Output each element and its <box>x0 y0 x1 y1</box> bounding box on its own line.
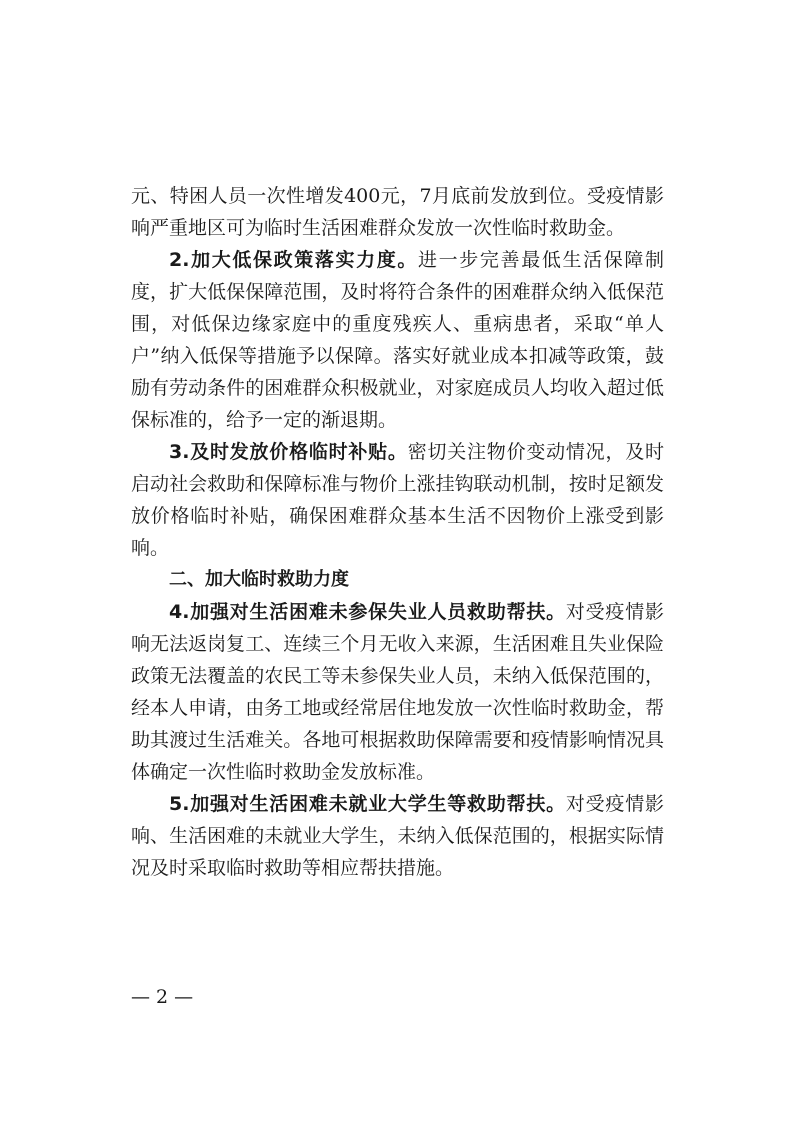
item-3-title: 3.及时发放价格临时补贴。 <box>169 441 408 463</box>
item-3-body: 密切关注物价变动情况，及时启动社会救助和保障标准与物价上涨挂钩联动机制，按时足额发放价格临时补贴，确保困难群众基本生活不因物价上涨受到影响。 <box>131 441 664 559</box>
paragraph-item-2 <box>131 244 664 436</box>
paragraph-item-3 <box>131 436 664 564</box>
document-body <box>131 180 664 884</box>
paragraph-text: 元、特困人员一次性增发400元，7月底前发放到位。受疫情影响严重地区可为临时生活困难群众发放一次性临时救助金。 <box>131 185 664 239</box>
paragraph-continuation <box>131 180 664 244</box>
item-5-body: 对受疫情影响、生活困难的未就业大学生，未纳入低保范围的，根据实际情况及时采取临时救助等相应帮扶措施。 <box>131 793 664 879</box>
item-5-title: 5.加强对生活困难未就业大学生等救助帮扶。 <box>169 793 566 815</box>
paragraph-item-4 <box>131 596 664 788</box>
item-2-body: 进一步完善最低生活保障制度，扩大低保保障范围，及时将符合条件的困难群众纳入低保范围，对低保边缘家庭中的重度残疾人、重病患者，采取“单人户”纳入低保等措施予以保障。落实好就业成本扣减等政策，鼓励有劳动条件的困难群众积极就业，对家庭成员人均收入超过低保标准的，给予一定的渐退期。 <box>131 249 664 431</box>
page-number: — 2 — <box>131 986 194 1008</box>
paragraph-item-5 <box>131 788 664 884</box>
section-heading-2: 二、加大临时救助力度 <box>169 569 349 590</box>
item-4-title: 4.加强对生活困难未参保失业人员救助帮扶。 <box>169 601 566 623</box>
item-2-title: 2.加大低保政策落实力度。 <box>169 249 419 271</box>
item-4-body: 对受疫情影响无法返岗复工、连续三个月无收入来源，生活困难且失业保险政策无法覆盖的农民工等未参保失业人员，未纳入低保范围的，经本人申请，由务工地或经常居住地发放一次性临时救助金，帮助其渡过生活难关。各地可根据救助保障需要和疫情影响情况具体确定一次性临时救助金发放标准。 <box>131 601 664 783</box>
